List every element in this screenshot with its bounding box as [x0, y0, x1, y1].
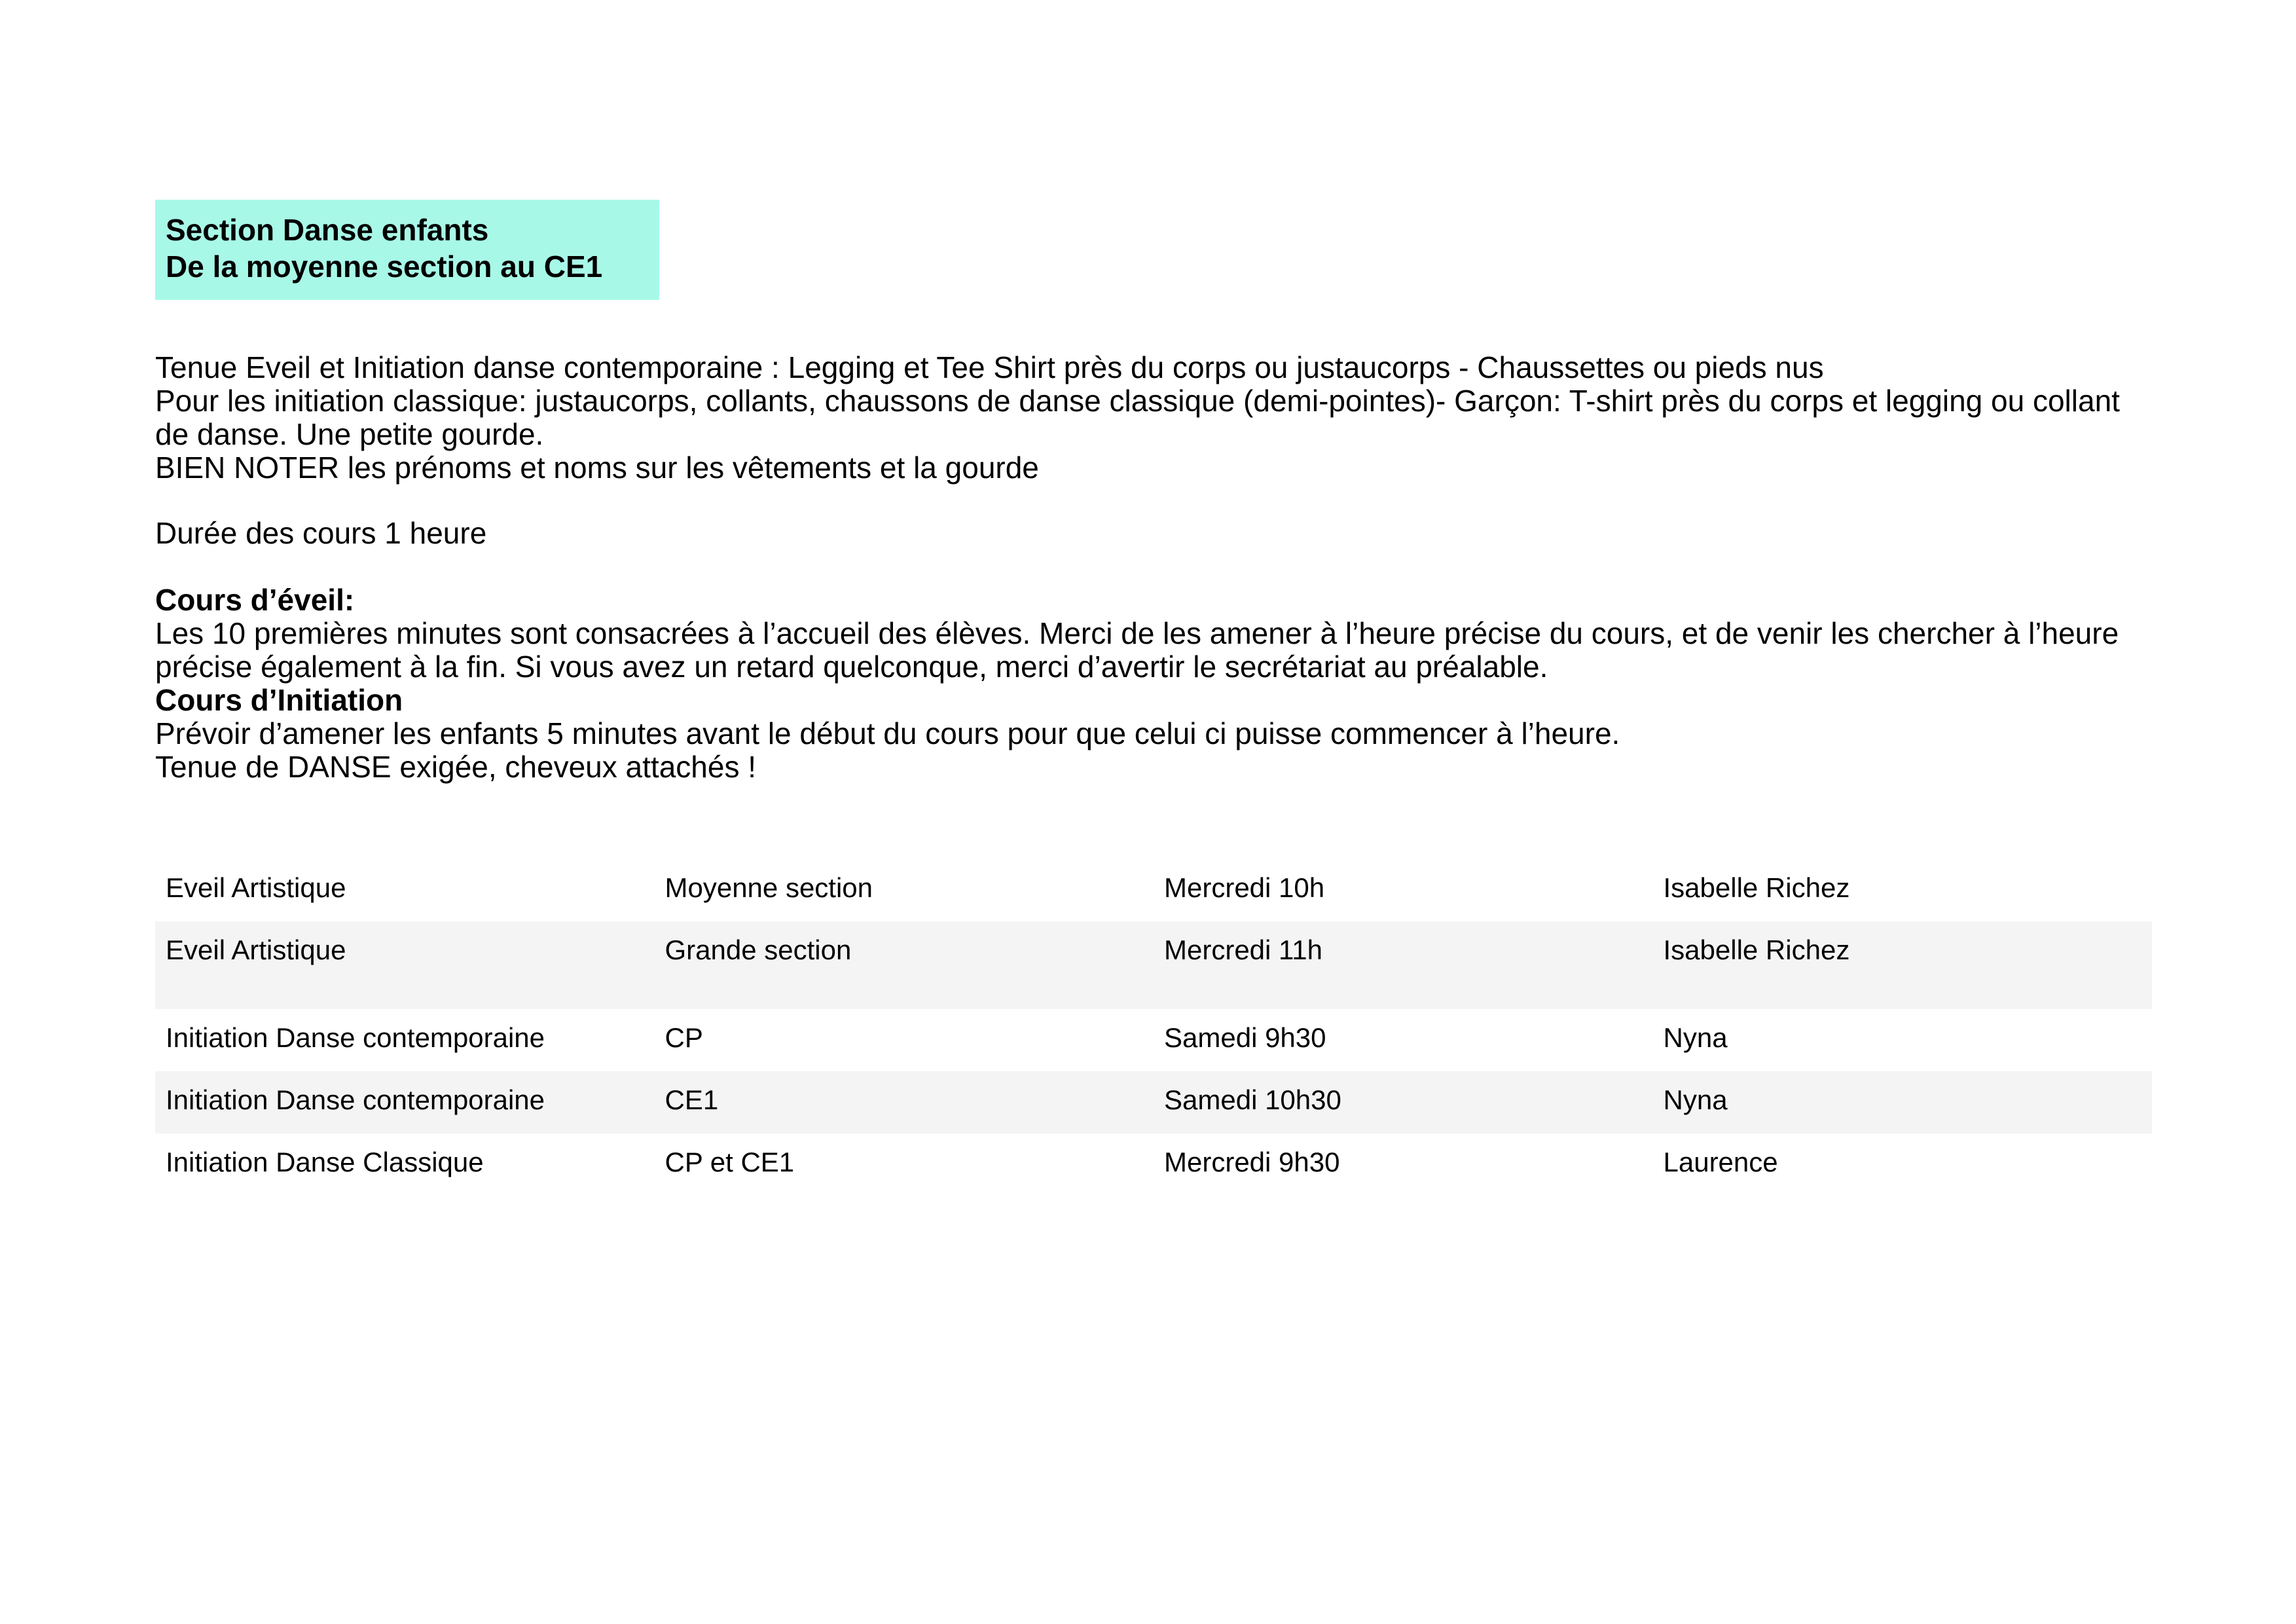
teacher-cell: Isabelle Richez [1663, 872, 1850, 903]
tenue-eveil-line: Tenue Eveil et Initiation danse contemporaine : Legging et Tee Shirt près du corps ou justaucorps - Chaussettes ou pieds nus [155, 350, 1824, 384]
teacher-cell: Nyna [1663, 1022, 1728, 1053]
course-name-cell: Eveil Artistique [166, 934, 346, 965]
initiation-paragraph: Prévoir d’amener les enfants 5 minutes avant le début du cours pour que celui ci puisse commencer à l’heure. [155, 716, 1620, 750]
table-row [155, 1009, 2152, 1071]
time-cell: Samedi 10h30 [1164, 1084, 1341, 1115]
eveil-heading: Cours d’éveil: [155, 583, 355, 617]
level-cell: CE1 [665, 1084, 719, 1115]
initiation-heading: Cours d’Initiation [155, 683, 403, 717]
teacher-cell: Nyna [1663, 1084, 1728, 1115]
teacher-cell: Laurence [1663, 1147, 1778, 1177]
duree-line: Durée des cours 1 heure [155, 516, 487, 550]
course-name-cell: Initiation Danse contemporaine [166, 1022, 545, 1053]
time-cell: Samedi 9h30 [1164, 1022, 1326, 1053]
bien-noter-line: BIEN NOTER les prénoms et noms sur les vêtements et la gourde [155, 451, 1039, 485]
section-subtitle: De la moyenne section au CE1 [166, 249, 603, 284]
level-cell: CP et CE1 [665, 1147, 795, 1177]
time-cell: Mercredi 9h30 [1164, 1147, 1340, 1177]
schedule-table [155, 859, 2152, 1196]
course-name-cell: Eveil Artistique [166, 872, 346, 903]
spacer [155, 485, 2152, 517]
level-cell: Moyenne section [665, 872, 873, 903]
section-title: Section Danse enfants [166, 213, 489, 247]
tenue-classique-line: Pour les initiation classique: justaucorps, collants, chaussons de danse classique (demi-pointes)- Garçon: T-shirt près du corps et legging ou collant de danse. Une petite gourde. [155, 384, 2120, 451]
spacer [155, 550, 2152, 583]
table-row [155, 1134, 2152, 1196]
time-cell: Mercredi 10h [1164, 872, 1325, 903]
time-cell: Mercredi 11h [1164, 934, 1322, 965]
level-cell: CP [665, 1022, 703, 1053]
table-row [155, 1071, 2152, 1134]
section-header-box [155, 200, 659, 300]
course-name-cell: Initiation Danse contemporaine [166, 1084, 545, 1115]
eveil-paragraph: Les 10 premières minutes sont consacrées à l’accueil des élèves. Merci de les amener à l’heure précise du cours, et de venir les chercher à l’heure précise également à la fin. Si vous avez un retard quelconque, merci d’avertir le secrétariat au préalable. [155, 616, 2119, 684]
teacher-cell: Isabelle Richez [1663, 934, 1850, 965]
table-row [155, 921, 2152, 1009]
info-text-block [155, 351, 2152, 784]
level-cell: Grande section [665, 934, 852, 965]
course-name-cell: Initiation Danse Classique [166, 1147, 484, 1177]
tenue-exigee-line: Tenue de DANSE exigée, cheveux attachés ! [155, 750, 757, 784]
table-row [155, 859, 2152, 921]
